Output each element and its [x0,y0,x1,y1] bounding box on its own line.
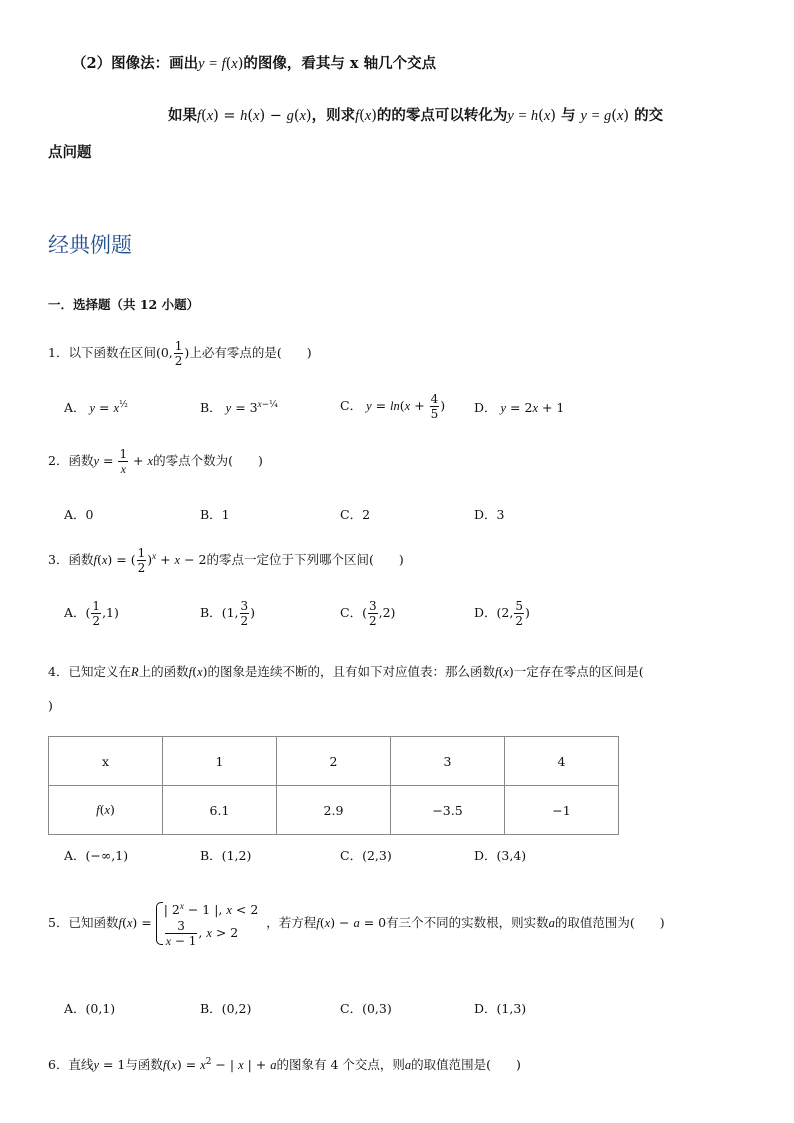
q5-option-b[interactable]: B．(0,2) [200,1001,252,1016]
q4-option-b[interactable]: B．(1,2) [200,848,252,863]
section-title: 经典例题 [48,233,132,257]
q5-option-a[interactable]: A．(0,1) [64,1001,116,1016]
part-title: 一．选择题（共 12 小题） [48,297,200,312]
q5-option-c[interactable]: C．(0,3) [340,1001,392,1016]
q1-stem: 1．以下函数在区间(0, $\frac{1}{2}$ )上必有零点的是( ) [48,339,312,368]
q2-stem: 2．函数y = $\frac{1}{x}$ + x的零点个数为( ) [48,447,263,476]
table-cell: 2 [277,737,391,786]
fraction: $\frac{1}{2}$ [174,339,183,368]
q3-option-b[interactable]: B．(1, $\frac{3}{2}$ ) [200,599,256,628]
q4-option-c[interactable]: C．(2,3) [340,848,392,863]
method2-line: （2）图像法：画出y = f(x)的图像，看其与 x 轴几个交点 [72,55,437,72]
table-cell: 4 [505,737,619,786]
q6-stem: 6．直线y = 1与函数$f(x) = x^2$ − | x | + a的图象有 4 个交点，则a的取值范围是( ) [48,1056,521,1072]
table-row [49,737,619,786]
note-line-cont: 点问题 [48,144,92,161]
q1-option-a[interactable]: A． $y = x^{\frac{1}{2}}$ [64,399,128,415]
q1-option-b[interactable]: B． $y = 3^{x-\frac{1}{4}}$ [200,398,278,415]
piecewise-function: | $2^x - 1$ |, x < 2 $\frac{3}{x - 1}$ , x > 2 [156,900,259,947]
q2-option-d[interactable]: D．3 [474,507,505,522]
note-line: 如果f(x) = h(x) − g(x)，则求f(x)的的零点可以转化为y = h(x) 与 y = g(x) 的交 [168,107,664,124]
q3-stem: 3．函数f(x) = ( $\frac{1}{2}$ )$^x$ + x − 2的零点一定位于下列哪个区间( ) [48,546,404,575]
table-cell: −1 [505,786,619,835]
q1-option-d[interactable]: D． y = 2x + 1 [474,400,565,415]
q2-option-a[interactable]: A．0 [64,507,94,522]
table-cell: x [49,737,163,786]
q5-option-d[interactable]: D．(1,3) [474,1001,527,1016]
table-row [49,786,619,835]
q2-option-c[interactable]: C．2 [340,507,371,522]
q4-stem-cont: ) [48,698,53,713]
table-cell: 6.1 [163,786,277,835]
q3-option-d[interactable]: D．(2, $\frac{5}{2}$ ) [474,599,530,628]
q3-option-c[interactable]: C．( $\frac{3}{2}$ ,2) [340,599,396,628]
q4-option-a[interactable]: A．(−∞,1) [64,848,129,863]
q4-value-table [48,736,619,835]
q4-stem: 4．已知定义在R上的函数f(x)的图象是连续不断的，且有如下对应值表：那么函数f(x)一定存在零点的区间是( [48,664,644,679]
table-cell: 1 [163,737,277,786]
q2-option-b[interactable]: B．1 [200,507,230,522]
q3-option-a[interactable]: A．( $\frac{1}{2}$ ,1) [64,599,119,628]
q4-option-d[interactable]: D．(3,4) [474,848,527,863]
table-cell: 2.9 [277,786,391,835]
table-cell: f(x) [49,786,163,835]
q5-stem: 5．已知函数f(x) = | $2^x - 1$ |, x < 2 $\frac{3}{x - 1}$ , x > 2 ，若方程f(x) − a = 0有三个不同的实数根，则实数a的取值范围为( ) [48,901,665,948]
table-cell: 3 [391,737,505,786]
q1-option-c[interactable]: C． y = ln(x + $\frac{4}{5}$ ) [340,392,446,421]
table-cell: −3.5 [391,786,505,835]
